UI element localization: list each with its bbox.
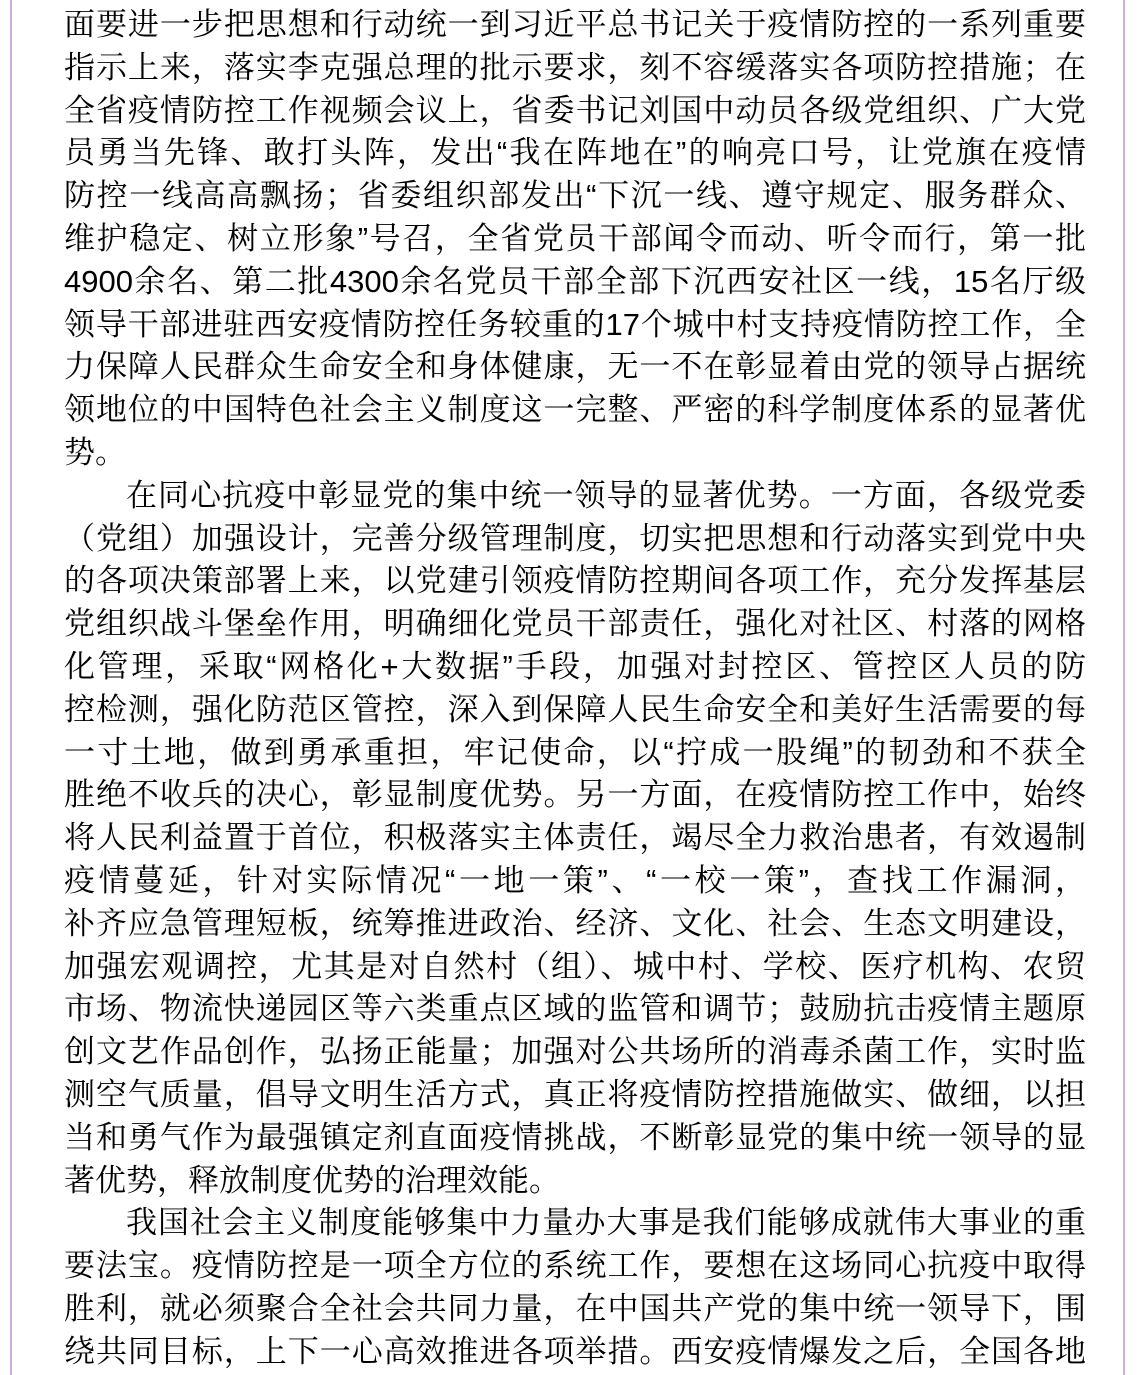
text-line: 我国社会主义制度能够集中力量办大事是我们能够成就伟大事业的重 <box>126 1205 1086 1241</box>
paragraph <box>64 1202 1086 1373</box>
text-line: 力保障人民群众生命安全和身体健康，无一不在彰显着由党的领导占据统 <box>64 349 1086 385</box>
text-line: 创文艺作品创作，弘扬正能量；加强对公共场所的消毒杀菌工作，实时监 <box>64 1034 1086 1070</box>
text-line: 指示上来，落实李克强总理的批示要求，刻不容缓落实各项防控措施；在 <box>64 49 1086 85</box>
document-body <box>64 4 1086 1374</box>
text-line: 要法宝。疫情防控是一项全方位的系统工作，要想在这场同心抗疫中取得 <box>64 1248 1086 1284</box>
text-line: 面要进一步把思想和行动统一到习近平总书记关于疫情防控的一系列重要 <box>64 7 1086 42</box>
text-line: 加强宏观调控，尤其是对自然村（组）、城中村、学校、医疗机构、农贸 <box>64 948 1086 984</box>
page-margin-guide-right <box>1123 0 1125 1375</box>
text-line: 著优势，释放制度优势的治理效能。 <box>64 1162 560 1198</box>
text-line: 绕共同目标，上下一心高效推进各项举措。西安疫情爆发之后，全国各地 <box>64 1333 1086 1369</box>
text-line: 测空气质量，倡导文明生活方式，真正将疫情防控措施做实、做细，以担 <box>64 1076 1086 1112</box>
text-line: 全省疫情防控工作视频会议上，省委书记刘国中动员各级党组织、广大党 <box>64 92 1086 128</box>
text-line: 势。 <box>64 434 126 470</box>
text-line: 一寸土地，做到勇承重担，牢记使命，以“拧成一股绳”的韧劲和不获全 <box>64 734 1086 770</box>
text-line: 补齐应急管理短板，统筹推进政治、经济、文化、社会、生态文明建设， <box>64 905 1086 941</box>
paragraph <box>64 475 1086 1203</box>
text-line: （党组）加强设计，完善分级管理制度，切实把思想和行动落实到党中央 <box>64 520 1086 556</box>
text-line: 市场、物流快递园区等六类重点区域的监管和调节；鼓励抗击疫情主题原 <box>64 991 1086 1027</box>
paragraph <box>64 4 1086 475</box>
text-line: 在同心抗疫中彰显党的集中统一领导的显著优势。一方面，各级党委 <box>126 477 1086 513</box>
text-line: 领地位的中国特色社会主义制度这一完整、严密的科学制度体系的显著优 <box>64 392 1086 428</box>
text-line: 胜绝不收兵的决心，彰显制度优势。另一方面，在疫情防控工作中，始终 <box>64 777 1086 813</box>
text-line: 员勇当先锋、敢打头阵，发出“我在阵地在”的响亮口号，让党旗在疫情 <box>64 135 1086 171</box>
text-line: 将人民利益置于首位，积极落实主体责任，竭尽全力救治患者，有效遏制 <box>64 820 1086 856</box>
text-line: 化管理，采取“网格化+大数据”手段，加强对封控区、管控区人员的防 <box>64 648 1086 684</box>
text-line: 4900余名、第二批4300余名党员干部全部下沉西安社区一线，15名厅级 <box>64 263 1086 299</box>
text-line: 疫情蔓延，针对实际情况“一地一策”、“一校一策”，查找工作漏洞， <box>64 862 1086 898</box>
page-margin-guide-left <box>10 0 12 1375</box>
text-line: 领导干部进驻西安疫情防控任务较重的17个城中村支持疫情防控工作，全 <box>64 306 1086 342</box>
text-line: 当和勇气作为最强镇定剂直面疫情挑战，不断彰显党的集中统一领导的显 <box>64 1119 1086 1155</box>
text-line: 胜利，就必须聚合全社会共同力量，在中国共产党的集中统一领导下，围 <box>64 1290 1086 1326</box>
text-line: 维护稳定、树立形象”号召，全省党员干部闻令而动、听令而行，第一批 <box>64 220 1086 256</box>
text-line: 党组织战斗堡垒作用，明确细化党员干部责任，强化对社区、村落的网格 <box>64 606 1086 642</box>
text-line: 的各项决策部署上来，以党建引领疫情防控期间各项工作，充分发挥基层 <box>64 563 1086 599</box>
text-line: 控检测，强化防范区管控，深入到保障人民生命安全和美好生活需要的每 <box>64 691 1086 727</box>
text-line: 防控一线高高飘扬；省委组织部发出“下沉一线、遵守规定、服务群众、 <box>64 178 1086 214</box>
